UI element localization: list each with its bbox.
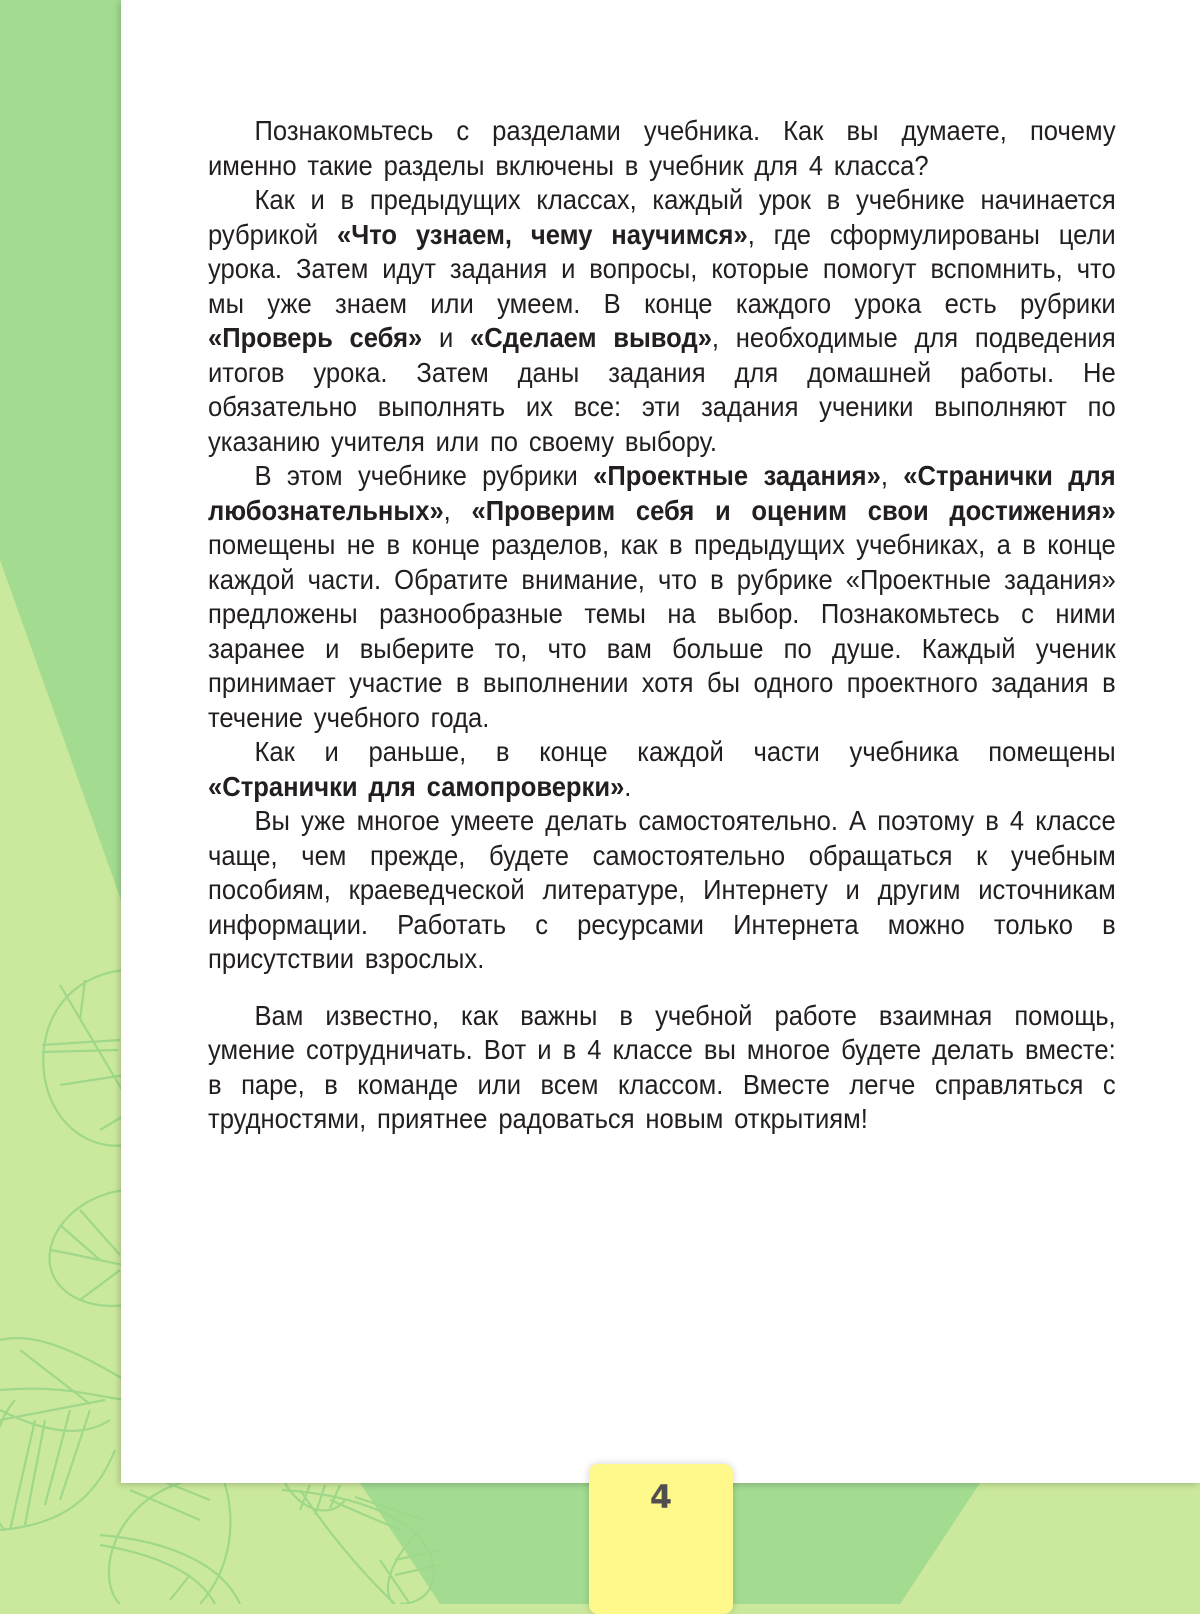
leaf-icon (388, 1530, 440, 1604)
paragraph (208, 735, 1116, 804)
leaf-icon (100, 1470, 240, 1604)
text-run: Познакомьтесь с разделами учебника. Как вы думаете, почему именно такие разделы включены в учебник для 4 класса? (208, 115, 1116, 181)
text-run: Вы уже многое умеете делать самостоятельно. А поэтому в 4 классе чаще, чем прежде, будете самостоятельно обращаться к учебным пособиям, краеведческой литературе, Интернету и другим источникам информации. Работать с ресурсами Интернета можно только в присутствии взрослых. (208, 805, 1116, 974)
text-run: , где сформулированы цели урока. Затем идут задания и вопросы, которые помогут вспомнить, что мы уже знаем или умеем. В конце каждого урока есть рубрики (208, 218, 1116, 319)
rubric-name: «Сделаем вывод» (470, 322, 712, 353)
text-run: Вам известно, как важны в учебной работе взаимная помощь, умение сотрудничать. Вот и в 4 классе вы многое будете делать вместе: в паре, в команде или всем классом. Вместе легче справляться с трудностями, приятнее радоваться новым открытиям! (208, 999, 1116, 1134)
page-number-tab (589, 1464, 733, 1614)
leaf-icon (0, 1400, 115, 1530)
text-run: Как и в предыдущих классах, каждый урок в учебнике начинается рубрикой (208, 184, 1116, 250)
rubric-name: «Странички для самопроверки» (208, 770, 625, 802)
rubric-name: «Странички для любознательных» (208, 460, 1116, 526)
page-number: 4 (649, 1478, 673, 1516)
paragraph (208, 114, 1116, 183)
paragraph (208, 999, 1116, 1137)
leaf-icon (50, 1190, 125, 1306)
rubric-name: «Проверим себя и оценим свои достижения» (471, 494, 1116, 526)
text-run: Как и раньше, в конце каждой части учебника помещены (254, 736, 1116, 767)
page-body-text (208, 114, 1116, 1137)
rubric-name: «Проверь себя» (208, 322, 423, 353)
paragraph (208, 459, 1116, 735)
text-run: , необходимые для подведения итогов урока. Затем даны задания для домашней работы. Не обязательно выполнять их все: эти задания ученики выполняют по указанию учителя или по своему выбору. (208, 322, 1116, 457)
text-run: и (422, 322, 471, 353)
rubric-name: «Проектные задания» (593, 460, 881, 491)
text-run: помещены не в конце разделов, как в предыдущих учебниках, а в конце каждой части. Обратите внимание, что в рубрике «Проектные задания» предложены разнообразные темы на выбор. Познакомьтесь с ними заранее и выберите то, что вам больше по душе. Каждый ученик принимает участие в выполнении хотя бы одного проектного задания в течение учебного года. (208, 529, 1116, 733)
text-run: . (624, 770, 632, 802)
leaf-icon (285, 1483, 345, 1515)
rubric-name: «Что узнаем, чему научимся» (337, 218, 748, 250)
leaf-icon (42, 970, 125, 1146)
text-run: В этом учебнике рубрики (254, 460, 594, 491)
leaf-icon (282, 1490, 434, 1604)
paragraph (208, 804, 1116, 977)
paragraph (208, 183, 1116, 459)
text-run: , (443, 494, 472, 526)
text-run: , (880, 460, 904, 491)
